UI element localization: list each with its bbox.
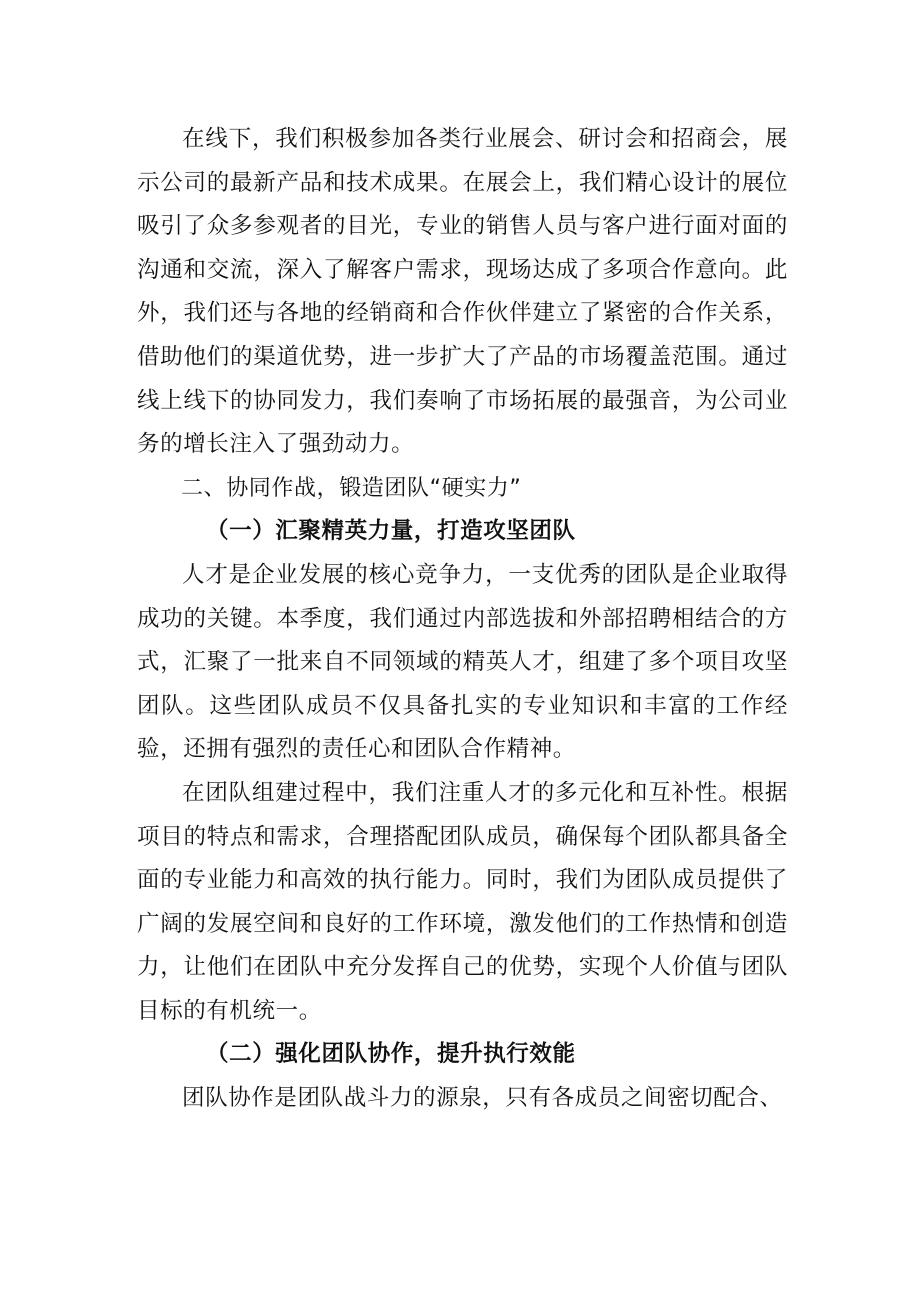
document-body bbox=[137, 118, 788, 1121]
paragraph-team-building: 在团队组建过程中，我们注重人才的多元化和互补性。根据项目的特点和需求，合理搭配团队成员，确保每个团队都具备全面的专业能力和高效的执行能力。同时，我们为团队成员提供了广阔的发展空间和良好的工作环境，激发他们的工作热情和创造力，让他们在团队中充分发挥自己的优势，实现个人价值与团队目标的有机统一。 bbox=[137, 779, 788, 1024]
paragraph-collaboration: 团队协作是团队战斗力的源泉，只有各成员之间密切配合、 bbox=[182, 1085, 783, 1112]
paragraph-offline-marketing: 在线下，我们积极参加各类行业展会、研讨会和招商会，展示公司的最新产品和技术成果。在展会上，我们精心设计的展位吸引了众多参观者的目光，专业的销售人员与客户进行面对面的沟通和交流，深入了解客户需求，现场达成了多项合作意向。此外，我们还与各地的经销商和合作伙伴建立了紧密的合作关系，借助他们的渠道优势，进一步扩大了产品的市场覆盖范围。通过线上线下的协同发力，我们奏响了市场拓展的最强音，为公司业务的增长注入了强劲动力。 bbox=[137, 126, 788, 458]
subsection-heading-elite-team: （一）汇聚精英力量，打造攻坚团队 bbox=[206, 518, 576, 545]
subsection-heading-collaboration: （二）强化团队协作，提升执行效能 bbox=[206, 1041, 576, 1068]
section-heading-teamwork: 二、协同作战，锻造团队“硬实力” bbox=[181, 475, 522, 501]
paragraph-talent: 人才是企业发展的核心竞争力，一支优秀的团队是企业取得成功的关键。本季度，我们通过内部选拔和外部招聘相结合的方式，汇聚了一批来自不同领域的精英人才，组建了多个项目攻坚团队。这些团队成员不仅具备扎实的专业知识和丰富的工作经验，还拥有强烈的责任心和团队合作精神。 bbox=[137, 561, 788, 763]
